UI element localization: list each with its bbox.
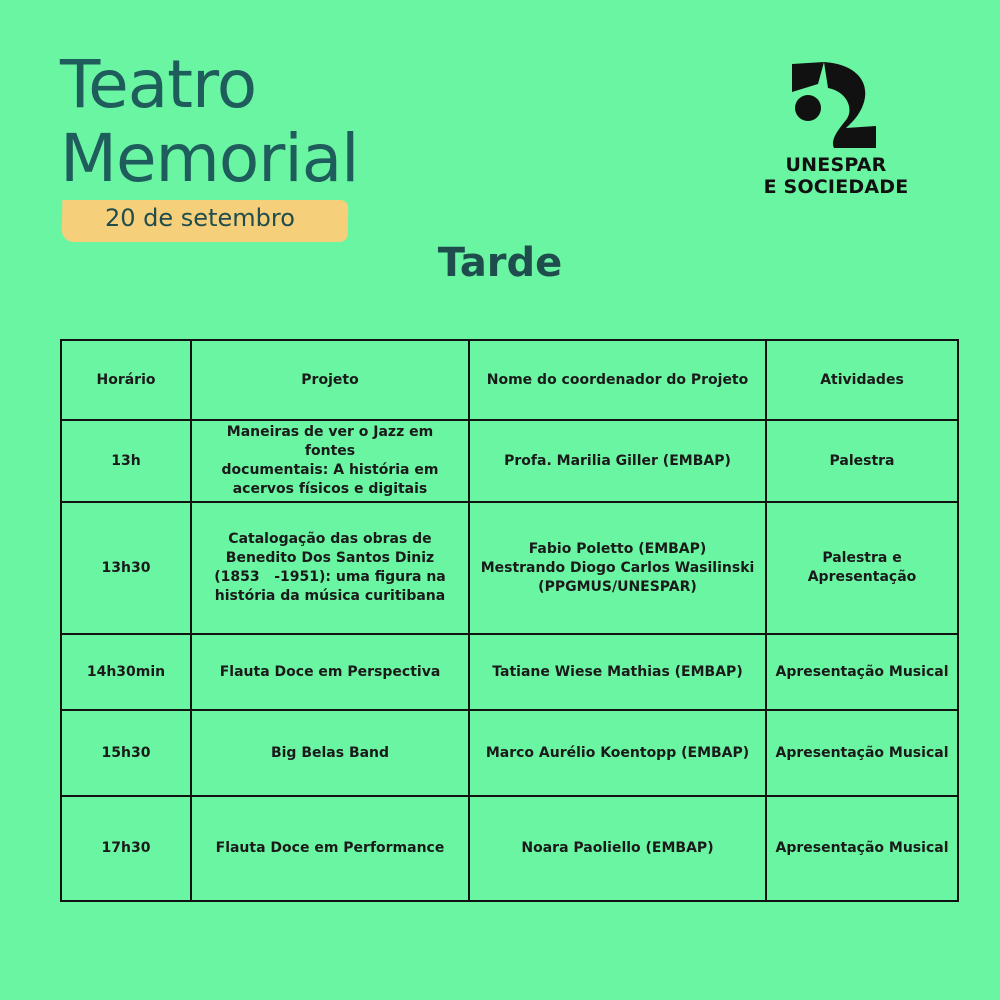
project-line: (1853 -1951): uma figura na <box>214 569 446 585</box>
activity-line: Apresentação <box>807 569 917 585</box>
table-row <box>61 502 958 634</box>
coordinator-line: Marco Aurélio Koentopp (EMBAP) <box>485 744 750 761</box>
cell-activity <box>766 634 958 710</box>
cell-activity <box>766 420 958 502</box>
cell-coordinator <box>469 710 766 796</box>
project-line: Big Belas Band <box>270 744 390 761</box>
cell-coordinator <box>469 634 766 710</box>
cell-project <box>191 634 469 710</box>
cell-project <box>191 710 469 796</box>
cell-project <box>191 796 469 901</box>
cell-project <box>191 420 469 502</box>
logo-text-line-1: UNESPAR <box>785 154 887 176</box>
coordinator-line: Noara Paoliello (EMBAP) <box>521 840 714 856</box>
coordinator-line: (PPGMUS/UNESPAR) <box>538 578 697 595</box>
unespar-logo-icon <box>784 58 886 150</box>
title-line-2: Memorial <box>60 120 359 197</box>
cell-time: 17h30 <box>61 796 191 901</box>
title-line-1: Teatro <box>60 46 257 123</box>
event-date: 20 de setembro <box>105 204 295 232</box>
project-line: Flauta Doce em Perspectiva <box>219 663 441 680</box>
table-row <box>61 634 958 710</box>
section-title: Tarde <box>437 240 563 286</box>
column-header-project: Projeto <box>191 340 469 420</box>
coordinator-line: Mestrando Diogo Carlos Wasilinski <box>480 559 755 576</box>
column-header-activities: Atividades <box>766 340 958 420</box>
project-line: Catalogação das obras de <box>228 531 432 547</box>
coordinator-line: Fabio Poletto (EMBAP) <box>528 540 707 557</box>
cell-time: 13h <box>61 420 191 502</box>
project-line: documentais: A história em <box>221 462 439 478</box>
project-line: história da música curitibana <box>214 588 446 604</box>
project-line: Flauta Doce em Performance <box>215 840 445 856</box>
activity-line: Apresentação Musical <box>775 663 949 680</box>
page-title <box>60 48 358 196</box>
cell-time: 13h30 <box>61 502 191 634</box>
table-row <box>61 420 958 502</box>
cell-project <box>191 502 469 634</box>
activity-line: Apresentação Musical <box>775 840 949 856</box>
cell-activity <box>766 796 958 901</box>
project-line: Benedito Dos Santos Diniz <box>225 550 435 566</box>
cell-activity <box>766 710 958 796</box>
cell-activity <box>766 502 958 634</box>
schedule-table <box>60 339 959 902</box>
coordinator-line: Profa. Marilia Giller (EMBAP) <box>504 452 731 469</box>
column-header-time: Horário <box>61 340 191 420</box>
project-line: Maneiras de ver o Jazz em fontes <box>226 424 434 459</box>
table-row <box>61 710 958 796</box>
table-row <box>61 796 958 901</box>
cell-coordinator <box>469 796 766 901</box>
cell-coordinator <box>469 502 766 634</box>
cell-coordinator <box>469 420 766 502</box>
table-header-row <box>61 340 958 420</box>
logo-text-line-2: E SOCIEDADE <box>763 176 909 198</box>
project-line: acervos físicos e digitais <box>232 481 428 497</box>
activity-line: Palestra e <box>822 550 902 566</box>
activity-line: Palestra <box>829 452 895 469</box>
activity-line: Apresentação Musical <box>775 744 949 761</box>
coordinator-line: Tatiane Wiese Mathias (EMBAP) <box>492 663 743 680</box>
cell-time: 14h30min <box>61 634 191 710</box>
column-header-coordinator: Nome do coordenador do Projeto <box>469 340 766 420</box>
unespar-logo <box>756 58 916 198</box>
cell-time: 15h30 <box>61 710 191 796</box>
